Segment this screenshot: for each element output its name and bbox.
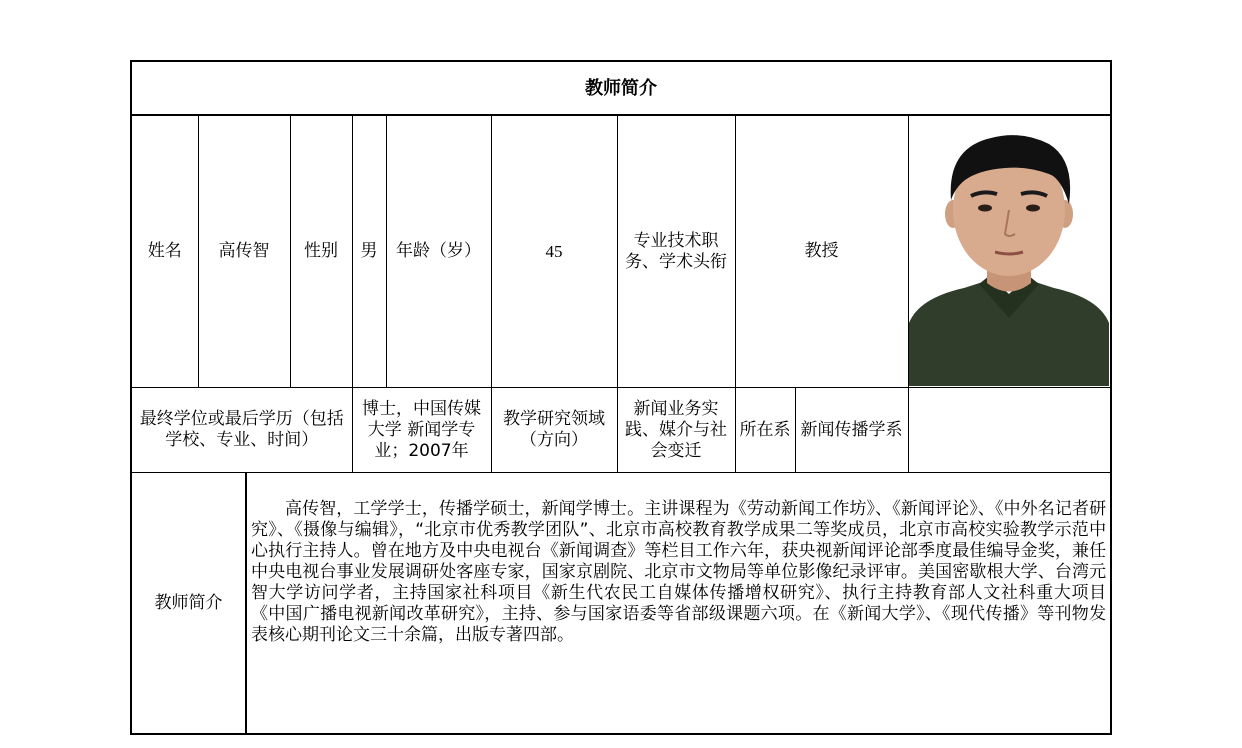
department-value: 新闻传播学系 xyxy=(795,388,908,473)
department-label: 所在系 xyxy=(735,388,795,473)
bio-text: 高传智，工学学士，传播学硕士，新闻学博士。主讲课程为《劳动新闻工作坊》、《新闻评论》、《中外名记者研究》、《摄像与编辑》，“北京市优秀教学团队”、北京市高校教育教学成果二等奖成员，北京市高校实验教学示范中心执行主持人。曾在地方及中央电视台《新闻调查》等栏目工作六年，获央视新闻评论部季度最佳编导金奖，兼任中央电视台事业发展调研处客座专家，国家京剧院、北京市文物局等单位影像纪录评审。美国密歇根大学、台湾元智大学访问学者，主持国家社科项目《新生代农民工自媒体传播增权研究》、执行主持教育部人文社科重大项目《中国广播电视新闻改革研究》，主持、参与国家语委等省部级课题六项。在《新闻大学》、《现代传播》等刊物发表核心期刊论文三十余篇，出版专著四部。 xyxy=(251,499,1107,645)
bio-cell xyxy=(246,473,1111,735)
professional-title-label: 专业技术职务、学术头衔 xyxy=(617,115,735,388)
degree-value: 博士，中国传媒大学 新闻学专业；2007年 xyxy=(352,388,491,473)
bio-label: 教师简介 xyxy=(131,473,246,735)
name-label: 姓名 xyxy=(131,115,198,388)
teacher-profile-table xyxy=(130,60,1112,735)
age-value: 45 xyxy=(491,115,617,388)
teacher-photo xyxy=(909,118,1109,386)
empty-cell xyxy=(908,388,1111,473)
name-value: 高传智 xyxy=(198,115,290,388)
photo-cell xyxy=(908,115,1111,388)
gender-value: 男 xyxy=(352,115,386,388)
age-label: 年龄（岁） xyxy=(386,115,491,388)
research-field-value: 新闻业务实践、媒介与社会变迁 xyxy=(617,388,735,473)
degree-label: 最终学位或最后学历（包括学校、专业、时间） xyxy=(131,388,352,473)
portrait-photo-icon xyxy=(909,118,1109,386)
professional-title-value: 教授 xyxy=(735,115,908,388)
research-field-label: 教学研究领域（方向） xyxy=(491,388,617,473)
gender-label: 性别 xyxy=(290,115,352,388)
table-title: 教师简介 xyxy=(131,61,1111,115)
